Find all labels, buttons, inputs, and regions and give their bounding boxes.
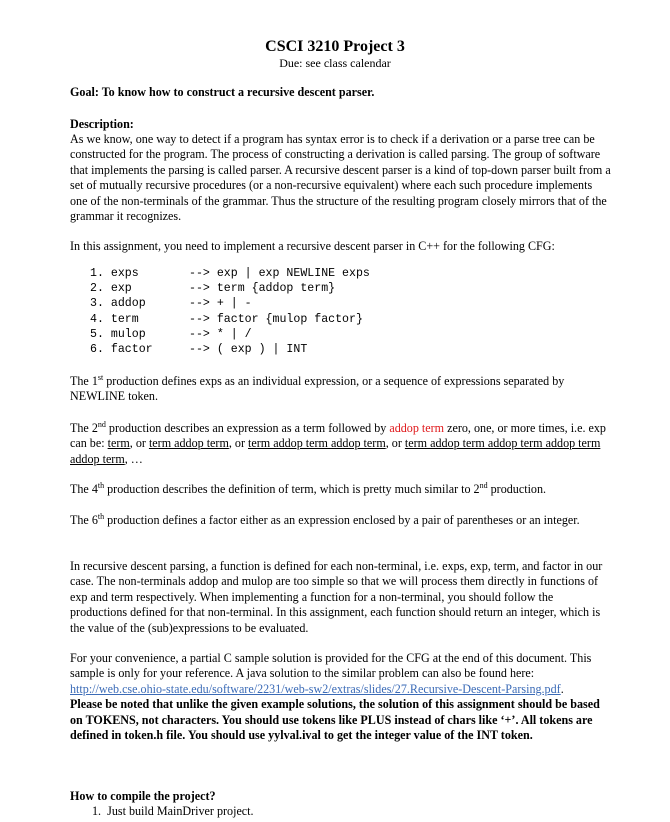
tokens-note: Please be noted that unlike the given example solutions, the solution of this assignment should be based on TOKENS, not characters. You should use tokens like PLUS instead of chars like ‘+’. All tokens are defined in token.h file. You should use yylval.ival to get the integer value of the INT token. <box>70 697 600 743</box>
recursive-descent-paragraph: In recursive descent parsing, a function is defined for each non-terminal, i.e. exps, exp, term, and factor in our case. The non-terminals addop and mulop are too simple so that we will process them directly in functions of exp and term respectively. When implementing a function for a non-terminal, you should follow the productions defined for that non-terminal. In this assignment, each function should return an integer, which is the value of the (sub)expressions to be evaluated. <box>70 559 603 635</box>
goal-heading: Goal: To know how to construct a recursive descent parser. <box>70 85 375 99</box>
production-2-paragraph: The 2nd production describes an expression as a term followed by addop term zero, one, or more times, i.e. exp can be: term, or term addop term, or term addop term addop term, or term addop term addop term addop term addop term, … <box>70 419 606 466</box>
compile-heading: How to compile the project? <box>70 789 216 803</box>
description-heading: Description: <box>70 117 134 131</box>
highlighted-text: addop term <box>389 421 445 435</box>
production-4-paragraph: The 4th production describes the definition of term, which is pretty much similar to 2nd production. <box>70 480 547 496</box>
grammar-rule: 4. term --> factor {mulop factor} <box>90 312 363 326</box>
sample-solution-paragraph: For your convenience, a partial C sample solution is provided for the CFG at the end of this document. This sample is only for your reference. A java solution to the similar problem can also be found here: http://web.cse.ohio-state.edu/software/2231/web-sw2/extras/slides/27.Recursive-Descent-Parsing.pdf. Please be noted that unlike the given example solutions, the solution of this assignment should be based on TOKENS, not characters. You should use tokens like PLUS instead of chars like ‘+’. All tokens are defined in token.h file. You should use yylval.ival to get the integer value of the INT token. <box>70 651 600 743</box>
due-date: Due: see class calendar <box>279 56 391 70</box>
description-paragraph: As we know, one way to detect if a program has syntax error is to check if a derivation or a parse tree can be constructed for the program. The process of constructing a derivation is called parsing. The group of software that implements the parsing is called parser. A recursive descent parser is a kind of top-down parser built from a set of mutually recursive procedures (or a non-recursive equivalent) where each such procedure implements one of the non-terminals of the grammar. Thus the structure of the resulting program closely mirrors that of the grammar it recognizes. <box>70 132 611 224</box>
production-6-paragraph: The 6th production defines a factor either as an expression enclosed by a pair of parentheses or an integer. <box>70 511 580 527</box>
reference-link[interactable]: http://web.cse.ohio-state.edu/software/2231/web-sw2/extras/slides/27.Recursive-Descent-Parsing.pdf <box>70 681 561 696</box>
production-1-paragraph: The 1st production defines exps as an individual expression, or a sequence of expressions separated by NEWLINE token. <box>70 372 565 404</box>
grammar-rule: 3. addop --> + | - <box>90 297 252 311</box>
list-item: 1. Just build MainDriver project. <box>92 804 254 818</box>
grammar-rule: 1. exps --> exp | exp NEWLINE exps <box>90 267 370 280</box>
grammar-rule: 5. mulop --> * | / <box>90 327 252 341</box>
grammar-block <box>90 266 370 357</box>
intro-paragraph: In this assignment, you need to implement a recursive descent parser in C++ for the following CFG: <box>70 239 555 253</box>
document-title: CSCI 3210 Project 3 <box>265 38 405 55</box>
grammar-rule: 2. exp --> term {addop term} <box>90 282 336 296</box>
grammar-rule: 6. factor --> ( exp ) | INT <box>90 343 308 357</box>
